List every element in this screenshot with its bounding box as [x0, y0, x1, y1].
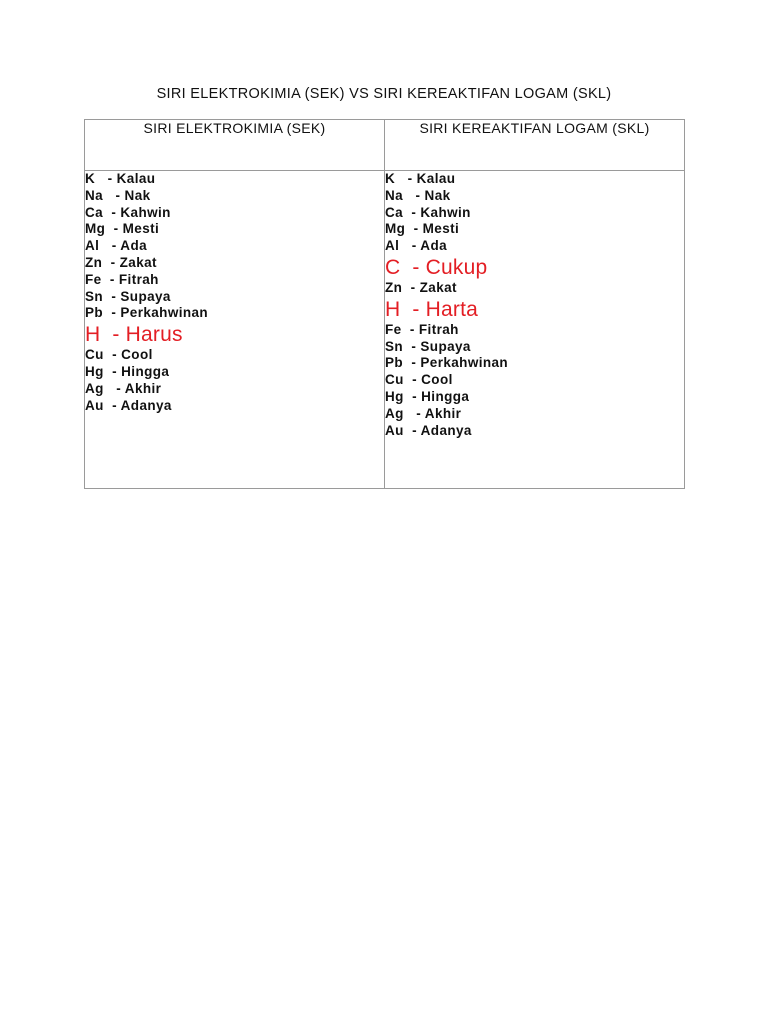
element-entry: Sn - Supaya: [85, 288, 171, 304]
element-entry: Al - Ada: [385, 238, 448, 254]
element-entry: Cu - Cool: [85, 347, 153, 363]
element-entry: Mg - Mesti: [385, 221, 460, 237]
element-entry: Hg - Hingga: [85, 363, 170, 379]
element-entry: Zn - Zakat: [85, 254, 157, 270]
header-sek: SIRI ELEKTROKIMIA (SEK): [85, 120, 385, 171]
body-row: [85, 171, 685, 489]
sek-series-list: [85, 171, 385, 489]
element-entry: Ca - Kahwin: [385, 204, 471, 220]
element-entry: K - Kalau: [85, 171, 156, 186]
element-entry: K - Kalau: [385, 171, 456, 186]
element-entry: Mg - Mesti: [85, 221, 160, 237]
highlighted-element-entry: C - Cukup: [385, 255, 488, 279]
element-entry: Sn - Supaya: [385, 338, 471, 354]
element-entry: Zn - Zakat: [385, 279, 457, 295]
element-entry: Fe - Fitrah: [385, 321, 459, 337]
element-entry: Fe - Fitrah: [85, 271, 159, 287]
element-entry: Na - Nak: [85, 187, 151, 203]
element-entry: Pb - Perkahwinan: [385, 355, 509, 371]
document-title: SIRI ELEKTROKIMIA (SEK) VS SIRI KEREAKTIFAN LOGAM (SKL): [156, 86, 612, 102]
highlighted-element-entry: H - Harus: [85, 323, 183, 347]
highlighted-element-entry: H - Harta: [385, 297, 479, 321]
element-entry: Cu - Cool: [385, 372, 453, 388]
element-entry: Au - Adanya: [385, 422, 472, 438]
header-skl: SIRI KEREAKTIFAN LOGAM (SKL): [385, 120, 685, 171]
element-entry: Ca - Kahwin: [85, 204, 171, 220]
element-entry: Ag - Akhir: [85, 380, 162, 396]
comparison-table: [84, 119, 685, 489]
element-entry: Hg - Hingga: [385, 388, 470, 404]
skl-series-list: [385, 171, 685, 489]
element-entry: Pb - Perkahwinan: [85, 305, 209, 321]
element-entry: Au - Adanya: [85, 397, 172, 413]
element-entry: Al - Ada: [85, 238, 148, 254]
element-entry: Na - Nak: [385, 187, 451, 203]
header-row: [85, 120, 685, 171]
element-entry: Ag - Akhir: [385, 405, 462, 421]
